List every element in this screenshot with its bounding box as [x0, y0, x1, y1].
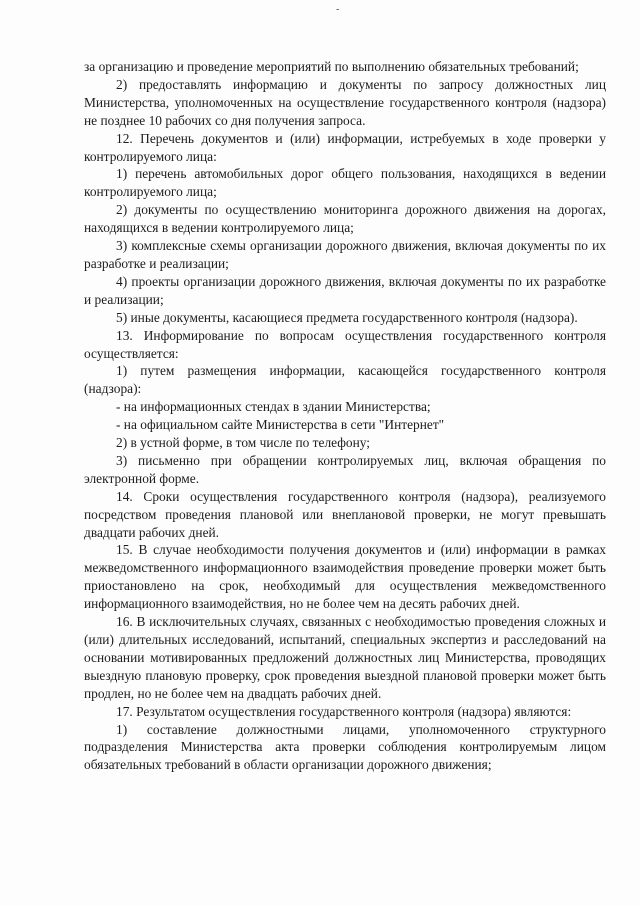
paragraph: 12. Перечень документов и (или) информации, истребуемых в ходе проверки у контролируемого лица:: [84, 130, 606, 164]
paragraph: 3) комплексные схемы организации дорожного движения, включая документы по их разработке и реализации;: [84, 238, 606, 271]
paragraph: 1) составление должностными лицами, уполномоченного структурного подразделения Министерства акта проверки соблюдения контролируемым лицом обязательных требований в области организации дорожного движения;: [84, 721, 606, 773]
paragraph: за организацию и проведение мероприятий по выполнению обязательных требований;: [84, 59, 579, 74]
paragraph: 13. Информирование по вопросам осуществления государственного контроля осуществляется:: [84, 327, 606, 361]
paragraph: 1) путем размещения информации, касающейся государственного контроля (надзора):: [84, 363, 606, 397]
paragraph: 2) в устной форме, в том числе по телефону;: [116, 435, 371, 451]
paragraph: 15. В случае необходимости получения документов и (или) информации в рамках межведомственного информационного взаимодействия проведение проверки может быть приостановлено на срок, необходимый для осуществления межведомственного информационного взаимодействия, но не более чем на десять рабочих дней.: [84, 542, 606, 612]
paragraph: 14. Сроки осуществления государственного контроля (надзора), реализуемого посредством проведения плановой или внеплановой проверки, не могут превышать двадцати рабочих дней.: [84, 488, 606, 540]
paragraph: - на информационных стендах в здании Министерства;: [116, 399, 431, 415]
paragraph: 5) иные документы, касающиеся предмета государственного контроля (надзора).: [116, 309, 578, 325]
paragraph: - на официальном сайте Министерства в сети "Интернет": [116, 417, 445, 433]
paragraph: 2) документы по осуществлению мониторинга дорожного движения на дорогах, находящихся в ведении контролируемого лица;: [84, 202, 606, 236]
paragraph: 16. В исключительных случаях, связанных с необходимостью проведения сложных и (или) длительных исследований, испытаний, специальных экспертиз и расследований на основании мотивированных предложений должностных лиц Министерства, проводящих выездную плановую проверку, срок проведения выездной плановой проверки может быть продлен, но не более чем на двадцать рабочих дней.: [84, 614, 606, 701]
paragraph: 3) письменно при обращении контролируемых лиц, включая обращения по электронной форме.: [84, 452, 606, 486]
paragraph: 1) перечень автомобильных дорог общего пользования, находящихся в ведении контролируемого лица;: [84, 166, 606, 200]
page-mark: -: [336, 4, 340, 15]
paragraph: 4) проекты организации дорожного движения, включая документы по их разработке и реализации;: [84, 273, 606, 307]
paragraph: 2) предоставлять информацию и документы по запросу должностных лиц Министерства, уполномоченных на осуществление государственного контроля (надзора) не позднее 10 рабочих со дня получения запроса.: [84, 76, 606, 128]
paragraph: 17. Результатом осуществления государственного контроля (надзора) являются:: [116, 703, 572, 719]
document-body: [84, 58, 606, 774]
